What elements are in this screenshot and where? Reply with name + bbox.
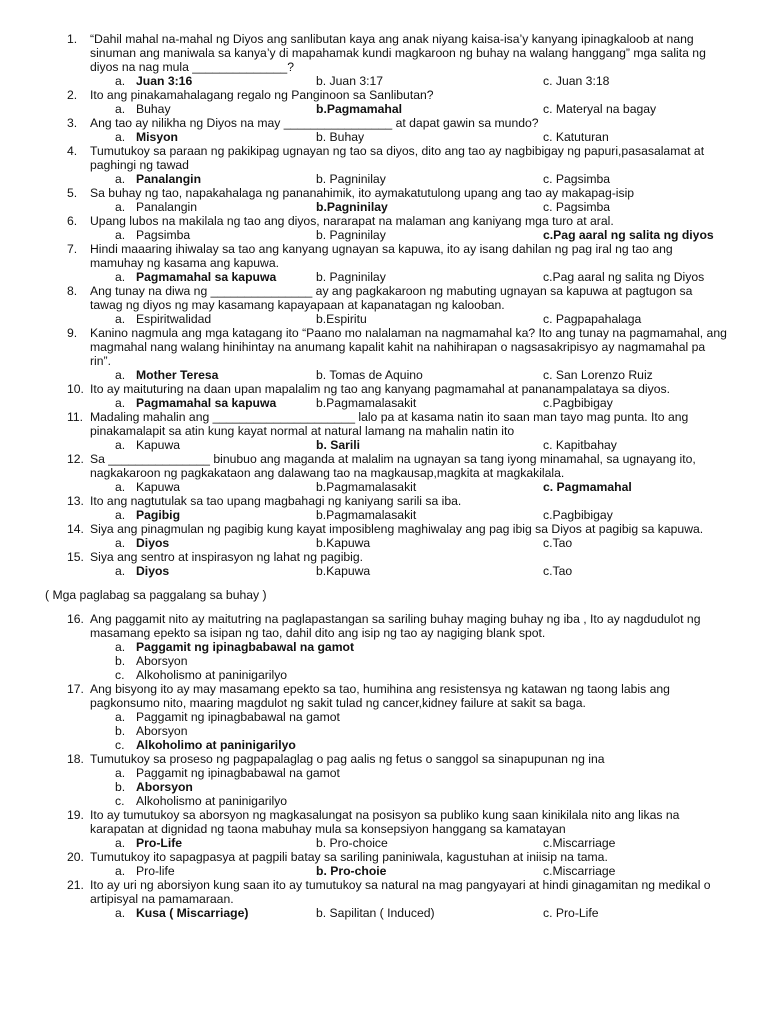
answer-option[interactable]: c. San Lorenzo Ruiz <box>543 368 653 382</box>
answer-options <box>0 396 768 410</box>
answer-option[interactable]: b. Pagninilay <box>316 172 386 186</box>
question-stem-row <box>0 808 768 836</box>
question-stem-row <box>0 88 768 102</box>
answer-option[interactable]: b. Buhay <box>316 130 365 144</box>
question-item <box>0 878 768 920</box>
answer-option[interactable]: b. Pagninilay <box>316 228 386 242</box>
answer-options <box>0 640 768 682</box>
answer-options <box>0 438 768 452</box>
answer-option[interactable]: Pro-life <box>136 864 175 878</box>
answer-option[interactable]: Misyon <box>136 130 178 144</box>
question-number: 7. <box>67 242 78 256</box>
question-item <box>0 850 768 878</box>
answer-option[interactable]: b. Pro-choie <box>316 864 387 878</box>
option-letter: a. <box>115 368 126 382</box>
answer-option-row[interactable] <box>115 724 768 738</box>
question-text: Tumutukoy sa proseso ng pagpapalaglag o pag aalis ng fetus o sanggol sa sinapupunan ng ina <box>90 752 605 766</box>
question-number: 11. <box>67 410 84 424</box>
question-number: 5. <box>67 186 78 200</box>
answer-option[interactable]: c.Pag aaral ng salita ng Diyos <box>543 270 705 284</box>
answer-option-row[interactable] <box>115 766 768 780</box>
quiz-page <box>0 32 768 920</box>
answer-option[interactable]: Pagibig <box>136 508 181 522</box>
questions-part-1 <box>0 32 768 578</box>
answer-options <box>0 564 768 578</box>
question-number: 13. <box>67 494 84 508</box>
answer-options <box>0 200 768 214</box>
answer-options <box>0 906 768 920</box>
question-text: Ito ay maituturing na daan upan mapalalim ng tao ang kanyang pagmamahal at pananampalataya sa diyos. <box>90 382 670 396</box>
answer-options <box>0 130 768 144</box>
answer-option[interactable]: Alkoholismo at paninigarilyo <box>136 668 288 682</box>
answer-option-row[interactable] <box>115 640 768 654</box>
question-text: Ang tunay na diwa ng _______________ ay ang pagkakaroon ng mabuting ugnayan sa kapuwa at pagtugon sa tawag ng diyos ng may kasamang kapayapaan at kapanatagan ng kalooban. <box>90 284 693 312</box>
answer-option[interactable]: Diyos <box>136 564 170 578</box>
option-letter: a. <box>115 864 126 878</box>
question-text: Upang lubos na makilala ng tao ang diyos, nararapat na malaman ang kaniyang mga turo at aral. <box>90 214 614 228</box>
answer-option[interactable]: Kapuwa <box>136 438 181 452</box>
answer-option[interactable]: c. Kapitbahay <box>543 438 617 452</box>
answer-option[interactable]: c. Pagmamahal <box>543 480 632 494</box>
question-item <box>0 116 768 144</box>
question-item <box>0 808 768 850</box>
answer-option[interactable]: Pagsimba <box>136 228 191 242</box>
answer-options <box>0 864 768 878</box>
answer-option[interactable]: b.Pagmamalasakit <box>316 508 417 522</box>
option-letter: a. <box>115 640 126 654</box>
question-text: Madaling mahalin ang _____________________ lalo pa at kasama natin ito saan man tayo mag punta. Ito ang pinakamalapit sa atin kung kayat normal at natural lamang na mahalin natin ito <box>90 410 689 438</box>
answer-options <box>0 172 768 186</box>
answer-option[interactable]: Mother Teresa <box>136 368 219 382</box>
question-stem-row <box>0 214 768 228</box>
answer-option[interactable]: b.Kapuwa <box>316 564 371 578</box>
answer-option[interactable]: Juan 3:16 <box>136 74 193 88</box>
question-item <box>0 682 768 752</box>
option-letter: a. <box>115 836 126 850</box>
answer-option[interactable]: Kusa ( Miscarriage) <box>136 906 249 920</box>
question-text: “Dahil mahal na-mahal ng Diyos ang sanlibutan kaya ang anak niyang kaisa-isa’y kanyang ipinagkaloob at nang sinuman ang maniwala sa kanya’y di mapahamak kundi magkaroon ng buhay na walang hanggang” mga salita ng diyos na nag mula ______________? <box>90 32 706 74</box>
question-number: 10. <box>67 382 84 396</box>
question-stem-row <box>0 522 768 536</box>
option-letter: a. <box>115 228 126 242</box>
answer-option[interactable]: b. Sapilitan ( Induced) <box>316 906 435 920</box>
question-text: Sa _______________ binubuo ang maganda at malalim na ugnayan sa tang iyong minamahal, sa ugnayang ito, nagkakaroon ng pagkakataon ang dalawang tao na magkausap,magkita at magkakilala. <box>90 452 696 480</box>
answer-option[interactable]: Paggamit ng ipinagbabawal na gamot <box>136 710 340 724</box>
question-text: Ang bisyong ito ay may masamang epekto sa tao, humihina ang resistensya ng katawan ng taong labis ang pagkonsumo nito, maaring magdulot ng sakit tulad ng cancer,kidney failure at sakit sa baga. <box>90 682 670 710</box>
question-item <box>0 214 768 242</box>
question-stem-row <box>0 382 768 396</box>
question-item <box>0 752 768 808</box>
question-stem-row <box>0 116 768 130</box>
question-stem-row <box>0 850 768 864</box>
answer-option[interactable]: c. Pagsimba <box>543 172 611 186</box>
question-stem-row <box>0 186 768 200</box>
option-letter: c. <box>115 738 125 752</box>
question-stem-row <box>0 550 768 564</box>
answer-option[interactable]: Diyos <box>136 536 170 550</box>
answer-options <box>0 228 768 242</box>
answer-option[interactable]: b.Espiritu <box>316 312 367 326</box>
question-number: 17. <box>67 682 84 696</box>
answer-option-row[interactable] <box>115 780 768 794</box>
answer-option[interactable]: b.Kapuwa <box>316 536 371 550</box>
answer-option[interactable]: c. Pagsimba <box>543 200 611 214</box>
option-letter: a. <box>115 480 126 494</box>
question-text: Kanino nagmula ang mga katagang ito “Paano mo nalalaman na nagmamahal ka? Ito ang tunay na pagmamahal, ang magmahal nang walang hinihintay na anumang kapalit kahit na nahihirapan o nagsasakripisyo ay nagmamahal pa rin”. <box>90 326 727 368</box>
answer-option[interactable]: b. Juan 3:17 <box>316 74 384 88</box>
answer-option[interactable]: b.Pagmamalasakit <box>316 396 417 410</box>
answer-option[interactable]: b. Pro-choice <box>316 836 388 850</box>
answer-option-row[interactable] <box>115 738 768 752</box>
answer-option[interactable]: Pagmamahal sa kapuwa <box>136 396 277 410</box>
answer-option[interactable]: Panalangin <box>136 200 197 214</box>
answer-options <box>0 312 768 326</box>
answer-option[interactable]: b. Tomas de Aquino <box>316 368 423 382</box>
question-stem-row <box>0 494 768 508</box>
answer-option[interactable]: c.Miscarriage <box>543 864 616 878</box>
answer-options <box>0 480 768 494</box>
question-text: Ito ang nagtutulak sa tao upang magbahagi ng kaniyang sarili sa iba. <box>90 494 462 508</box>
answer-option[interactable]: c.Pag aaral ng salita ng diyos <box>543 228 714 242</box>
question-stem-row <box>0 284 768 312</box>
option-letter: b. <box>115 724 126 738</box>
question-stem-row <box>0 242 768 270</box>
answer-option[interactable]: Aborsyon <box>136 780 193 794</box>
question-stem-row <box>0 452 768 480</box>
answer-options <box>0 508 768 522</box>
answer-option[interactable]: c.Pagbibigay <box>543 396 613 410</box>
answer-option[interactable]: b. Pagninilay <box>316 270 386 284</box>
answer-options <box>0 766 768 808</box>
question-number: 1. <box>67 32 78 46</box>
question-item <box>0 382 768 410</box>
answer-option[interactable]: b.Pagninilay <box>316 200 388 214</box>
option-letter: a. <box>115 102 126 116</box>
question-stem-row <box>0 682 768 710</box>
answer-option[interactable]: Aborsyon <box>136 724 188 738</box>
question-item <box>0 550 768 578</box>
question-text: Sa buhay ng tao, napakahalaga ng pananahimik, ito aymakatutulong upang ang tao ay makapag-isip <box>90 186 635 200</box>
option-letter: a. <box>115 438 126 452</box>
question-stem-row <box>0 410 768 438</box>
question-item <box>0 186 768 214</box>
question-text: Ang tao ay nilikha ng Diyos na may ________________ at dapat gawin sa mundo? <box>90 116 539 130</box>
option-letter: a. <box>115 906 126 920</box>
question-text: Hindi maaaring ihiwalay sa tao ang kanyang ugnayan sa kapuwa, ito ay isang dahilan ng pag iral ng tao ang mamuhay ng kasama ang kapuwa. <box>90 242 673 270</box>
answer-option[interactable]: c. Pagpapahalaga <box>543 312 642 326</box>
question-stem-row <box>0 878 768 906</box>
option-letter: a. <box>115 270 126 284</box>
option-letter: a. <box>115 312 126 326</box>
answer-option[interactable]: Buhay <box>136 102 171 116</box>
question-number: 20. <box>67 850 84 864</box>
option-letter: a. <box>115 74 126 88</box>
option-letter: a. <box>115 564 126 578</box>
question-item <box>0 326 768 382</box>
option-letter: a. <box>115 508 126 522</box>
question-number: 12. <box>67 452 84 466</box>
answer-options <box>0 74 768 88</box>
option-letter: b. <box>115 780 126 794</box>
question-text: Tumutukoy sa paraan ng pakikipag ugnayan ng tao sa diyos, dito ang tao ay nagbibigay ng papuri,pasasalamat at paghingi ng tawad <box>90 144 705 172</box>
question-number: 9. <box>67 326 78 340</box>
question-number: 2. <box>67 88 78 102</box>
answer-option[interactable]: c. Juan 3:18 <box>543 74 610 88</box>
question-number: 18. <box>67 752 84 766</box>
question-number: 14. <box>67 522 84 536</box>
question-item <box>0 32 768 88</box>
answer-option[interactable]: Paggamit ng ipinagbabawal na gamot <box>136 766 340 780</box>
answer-option[interactable]: Alkoholismo at paninigarilyo <box>136 794 288 808</box>
answer-option[interactable]: c. Katuturan <box>543 130 609 144</box>
question-number: 4. <box>67 144 78 158</box>
question-text: Siya ang pinagmulan ng pagibig kung kayat imposibleng maghiwalay ang pag ibig sa Diyos at pagibig sa kapuwa. <box>90 522 704 536</box>
question-item <box>0 284 768 326</box>
question-number: 15. <box>67 550 84 564</box>
question-item <box>0 88 768 116</box>
option-letter: c. <box>115 794 125 808</box>
answer-option[interactable]: Panalangin <box>136 172 202 186</box>
option-letter: c. <box>115 668 125 682</box>
question-number: 6. <box>67 214 78 228</box>
section-title: ( Mga paglabag sa paggalang sa buhay ) <box>45 588 267 602</box>
question-number: 8. <box>67 284 78 298</box>
answer-option[interactable]: c.Tao <box>543 536 573 550</box>
answer-options <box>0 102 768 116</box>
answer-option[interactable]: c.Miscarriage <box>543 836 616 850</box>
option-letter: a. <box>115 172 126 186</box>
answer-option[interactable]: b.Pagmamalasakit <box>316 480 417 494</box>
question-stem-row <box>0 326 768 368</box>
option-letter: a. <box>115 130 126 144</box>
answer-options <box>0 368 768 382</box>
question-number: 3. <box>67 116 78 130</box>
question-item <box>0 494 768 522</box>
answer-option[interactable]: Pagmamahal sa kapuwa <box>136 270 277 284</box>
question-item <box>0 410 768 452</box>
question-number: 16. <box>67 612 84 626</box>
answer-option[interactable]: Espiritwalidad <box>136 312 212 326</box>
questions-part-2-horizontal <box>0 808 768 920</box>
question-text: Tumutukoy ito sapagpasya at pagpili batay sa sariling paniniwala, kagustuhan at iniisip na tama. <box>90 850 608 864</box>
question-number: 21. <box>67 878 84 892</box>
question-text: Ito ang pinakamahalagang regalo ng Panginoon sa Sanlibutan? <box>90 88 434 102</box>
answer-option[interactable]: c.Tao <box>543 564 573 578</box>
question-text: Ito ay tumutukoy sa aborsyon ng magkasalungat na posisyon sa publiko kung saan kinikilala nito ang likas na karapatan at dignidad ng taona mabuhay mula sa konsepsiyon hanggang sa kamatayan <box>90 808 680 836</box>
answer-option[interactable]: b. Sarili <box>316 438 361 452</box>
option-letter: a. <box>115 536 126 550</box>
answer-option[interactable]: Paggamit ng ipinagbabawal na gamot <box>136 640 355 654</box>
answer-option-row[interactable] <box>115 668 768 682</box>
answer-option[interactable]: Pro-Life <box>136 836 183 850</box>
answer-option[interactable]: Aborsyon <box>136 654 188 668</box>
question-item <box>0 144 768 186</box>
question-item <box>0 452 768 494</box>
question-stem-row <box>0 32 768 74</box>
answer-option-row[interactable] <box>115 794 768 808</box>
answer-options <box>0 710 768 752</box>
option-letter: a. <box>115 200 126 214</box>
answer-option[interactable]: b.Pagmamahal <box>316 102 403 116</box>
option-letter: a. <box>115 710 126 724</box>
question-item <box>0 242 768 284</box>
question-item <box>0 612 768 682</box>
answer-options <box>0 836 768 850</box>
answer-option[interactable]: c.Pagbibigay <box>543 508 613 522</box>
answer-options <box>0 536 768 550</box>
answer-option-row[interactable] <box>115 710 768 724</box>
question-number: 19. <box>67 808 84 822</box>
questions-part-2-vertical <box>0 612 768 808</box>
question-stem-row <box>0 144 768 172</box>
option-letter: b. <box>115 654 126 668</box>
answer-option[interactable]: Kapuwa <box>136 480 181 494</box>
answer-option[interactable]: c. Pro-Life <box>543 906 599 920</box>
question-stem-row <box>0 752 768 766</box>
answer-options <box>0 270 768 284</box>
question-text: Ang paggamit nito ay maitutring na paglapastangan sa sariling buhay maging buhay ng iba , Ito ay nagdudulot ng masamang epekto sa isipan ng tao, dahil dito ang isip ng tao ay nagiging blank spot. <box>90 612 701 640</box>
question-stem-row <box>0 612 768 640</box>
question-text: Siya ang sentro at inspirasyon ng lahat ng pagibig. <box>90 550 364 564</box>
question-text: Ito ay uri ng aborsiyon kung saan ito ay tumutukoy sa natural na mag pangyayari at hindi ginagamitan ng medikal o artipisyal na pamamaraan. <box>90 878 711 906</box>
option-letter: a. <box>115 766 126 780</box>
option-letter: a. <box>115 396 126 410</box>
answer-option[interactable]: c. Materyal na bagay <box>543 102 657 116</box>
answer-option-row[interactable] <box>115 654 768 668</box>
question-item <box>0 522 768 550</box>
answer-option[interactable]: Alkoholimo at paninigarilyo <box>136 738 296 752</box>
